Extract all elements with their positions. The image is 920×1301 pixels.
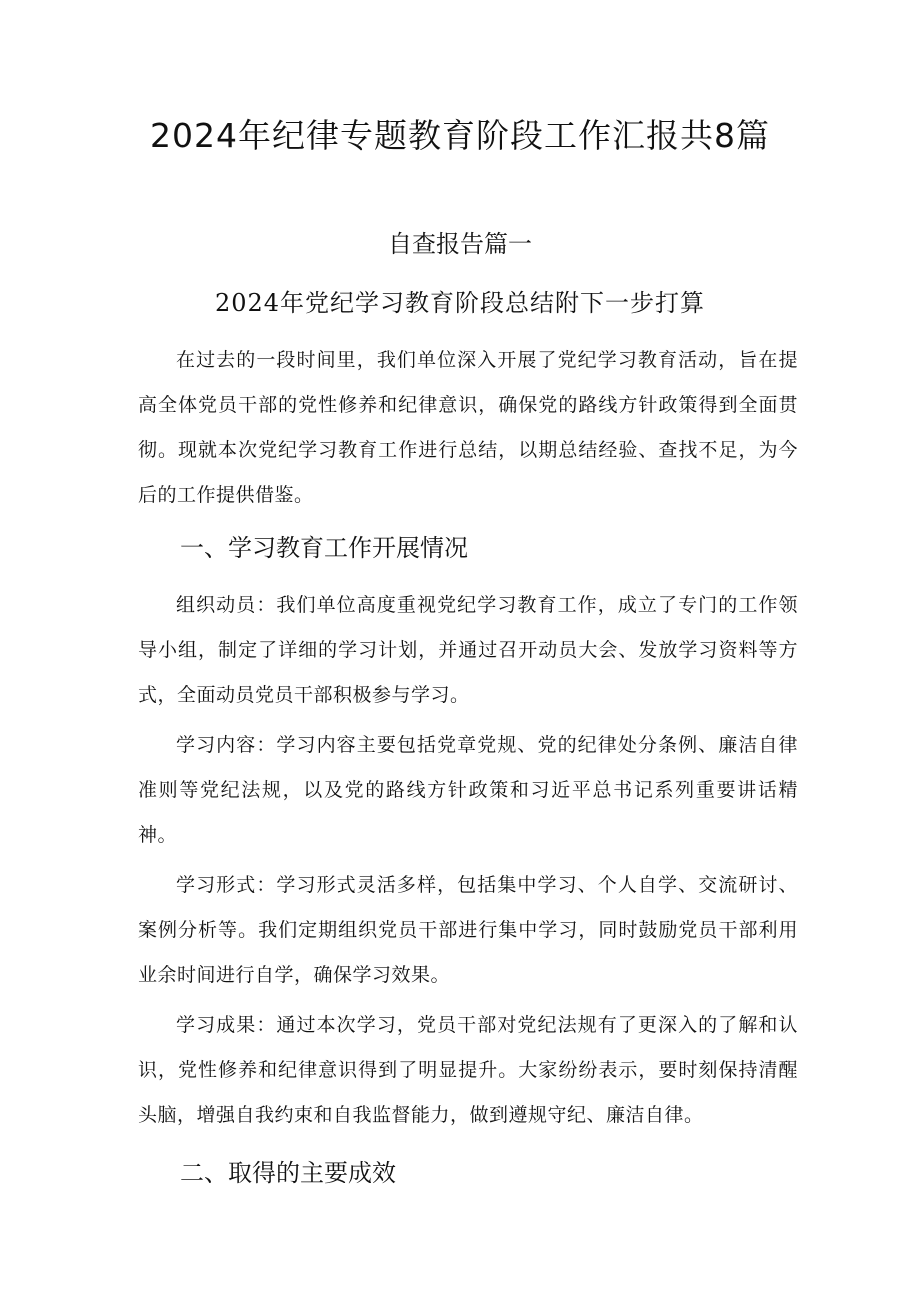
- paragraph-format: 学习形式：学习形式灵活多样，包括集中学习、个人自学、交流研讨、案例分析等。我们定期组织党员干部进行集中学习，同时鼓励党员干部利用业余时间进行自学，确保学习效果。: [138, 874, 798, 986]
- paragraph-content: 学习内容：学习内容主要包括党章党规、党的纪律处分条例、廉洁自律准则等党纪法规，以及党的路线方针政策和习近平总书记系列重要讲话精神。: [138, 734, 798, 846]
- section-label: 自查报告篇一: [388, 230, 532, 258]
- paragraph-organization: 组织动员：我们单位高度重视党纪学习教育工作，成立了专门的工作领导小组，制定了详细的学习计划，并通过召开动员大会、发放学习资料等方式，全面动员党员干部积极参与学习。: [138, 594, 798, 706]
- report-subtitle: 2024年党纪学习教育阶段总结附下一步打算: [214, 289, 706, 317]
- document-title: 2024年纪律专题教育阶段工作汇报共8篇: [150, 116, 770, 155]
- section-heading-1: 一、学习教育工作开展情况: [180, 534, 468, 562]
- paragraph-results: 学习成果：通过本次学习，党员干部对党纪法规有了更深入的了解和认识，党性修养和纪律意识得到了明显提升。大家纷纷表示，要时刻保持清醒头脑，增强自我约束和自我监督能力，做到遵规守纪、廉洁自律。: [138, 1014, 798, 1126]
- section-heading-2: 二、取得的主要成效: [180, 1159, 396, 1187]
- intro-paragraph: 在过去的一段时间里，我们单位深入开展了党纪学习教育活动，旨在提高全体党员干部的党性修养和纪律意识，确保党的路线方针政策得到全面贯彻。现就本次党纪学习教育工作进行总结，以期总结经验、查找不足，为今后的工作提供借鉴。: [138, 349, 798, 506]
